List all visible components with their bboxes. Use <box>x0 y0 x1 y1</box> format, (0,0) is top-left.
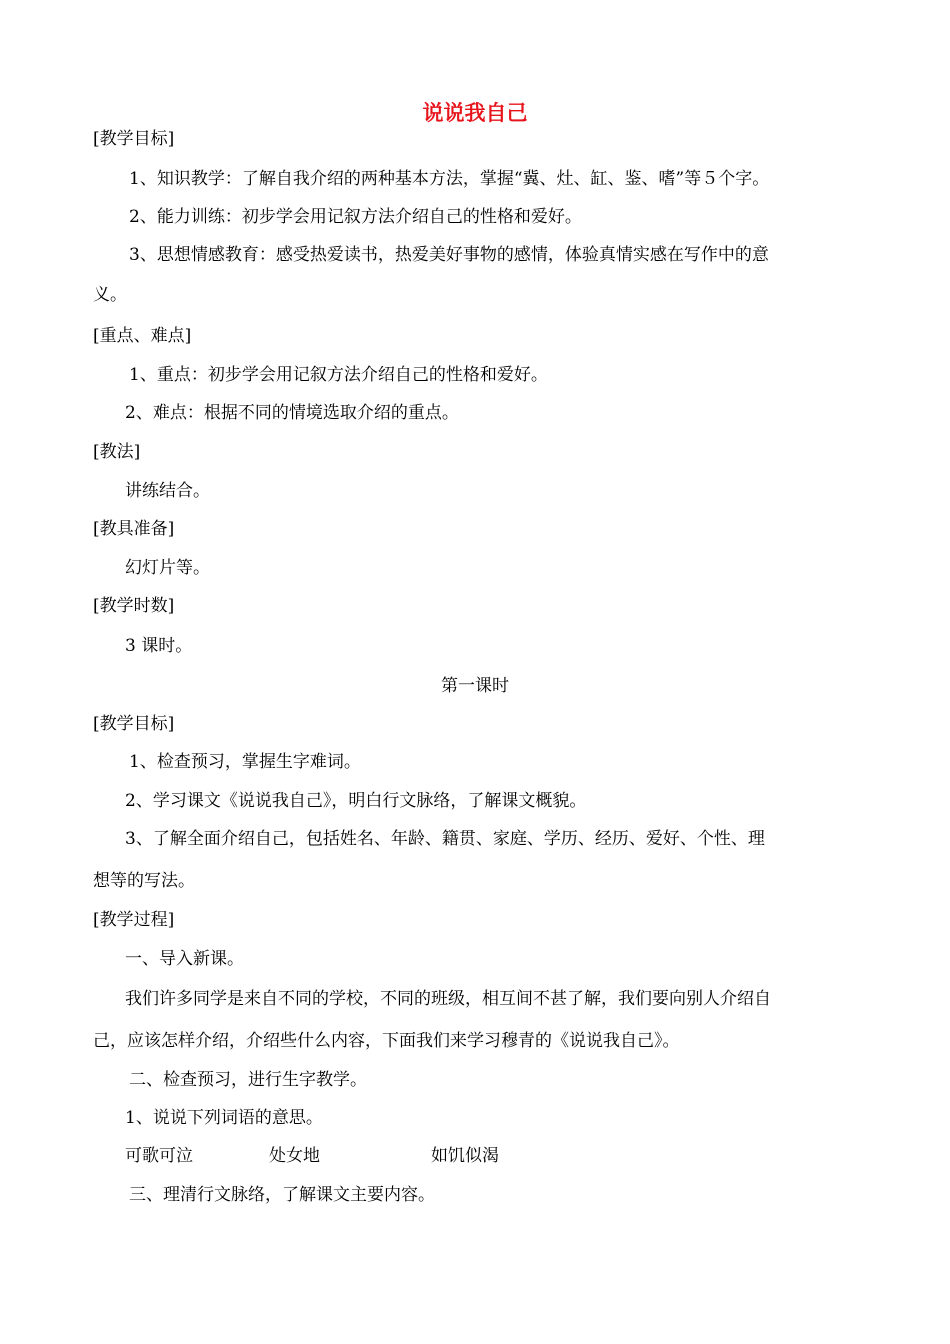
hours-text: 3 课时。 <box>125 636 193 656</box>
lesson-objective-item-3-line1: 3、了解全面介绍自己，包括姓名、年龄、籍贯、家庭、学历、经历、爱好、个性、理 <box>125 829 765 849</box>
vocab-word: 可歌可泣 <box>125 1146 193 1166</box>
process-step-2: 二、检查预习，进行生字教学。 <box>129 1070 367 1090</box>
section-heading-key-points: [重点、难点] <box>93 326 192 346</box>
tools-text: 幻灯片等。 <box>125 558 210 578</box>
process-step-2-1: 1、说说下列词语的意思。 <box>125 1108 323 1128</box>
section-heading-tools: [教具准备] <box>93 519 175 539</box>
method-text: 讲练结合。 <box>125 481 210 501</box>
lesson-objective-item-1: 1、检查预习，掌握生字难词。 <box>129 752 361 772</box>
objective-item-2: 2、能力训练：初步学会用记叙方法介绍自己的性格和爱好。 <box>129 207 582 227</box>
section-heading-process: [教学过程] <box>93 910 175 930</box>
section-heading-method: [教法] <box>93 442 141 462</box>
lesson-objective-item-3-line2: 想等的写法。 <box>93 871 195 891</box>
section-heading-hours: [教学时数] <box>93 596 175 616</box>
objective-item-3-line1: 3、思想情感教育：感受热爱读书，热爱美好事物的感情，体验真情实感在写作中的意 <box>129 245 769 265</box>
key-point-item-2: 2、难点：根据不同的情境选取介绍的重点。 <box>125 403 459 423</box>
section-heading-lesson-objectives: [教学目标] <box>93 714 175 734</box>
vocab-word: 处女地 <box>269 1146 320 1166</box>
process-intro-line2: 己，应该怎样介绍，介绍些什么内容，下面我们来学习穆青的《说说我自己》。 <box>93 1031 680 1051</box>
document-title: 说说我自己 <box>422 101 528 125</box>
objective-item-3-line2: 义。 <box>93 285 127 305</box>
lesson-objective-item-2: 2、学习课文《说说我自己》，明白行文脉络，了解课文概貌。 <box>125 791 587 811</box>
section-heading-objectives: [教学目标] <box>93 129 175 149</box>
vocab-word: 如饥似渴 <box>431 1146 499 1166</box>
process-intro-line1: 我们许多同学是来自不同的学校，不同的班级，相互间不甚了解，我们要向别人介绍自 <box>125 989 771 1009</box>
key-point-item-1: 1、重点：初步学会用记叙方法介绍自己的性格和爱好。 <box>129 365 548 385</box>
lesson-1-heading: 第一课时 <box>441 676 509 696</box>
objective-item-1: 1、知识教学：了解自我介绍的两种基本方法，掌握“冀、灶、缸、鉴、嗜”等５个字。 <box>129 169 770 189</box>
process-step-1: 一、导入新课。 <box>125 949 244 969</box>
process-step-3: 三、理清行文脉络，了解课文主要内容。 <box>129 1185 435 1205</box>
